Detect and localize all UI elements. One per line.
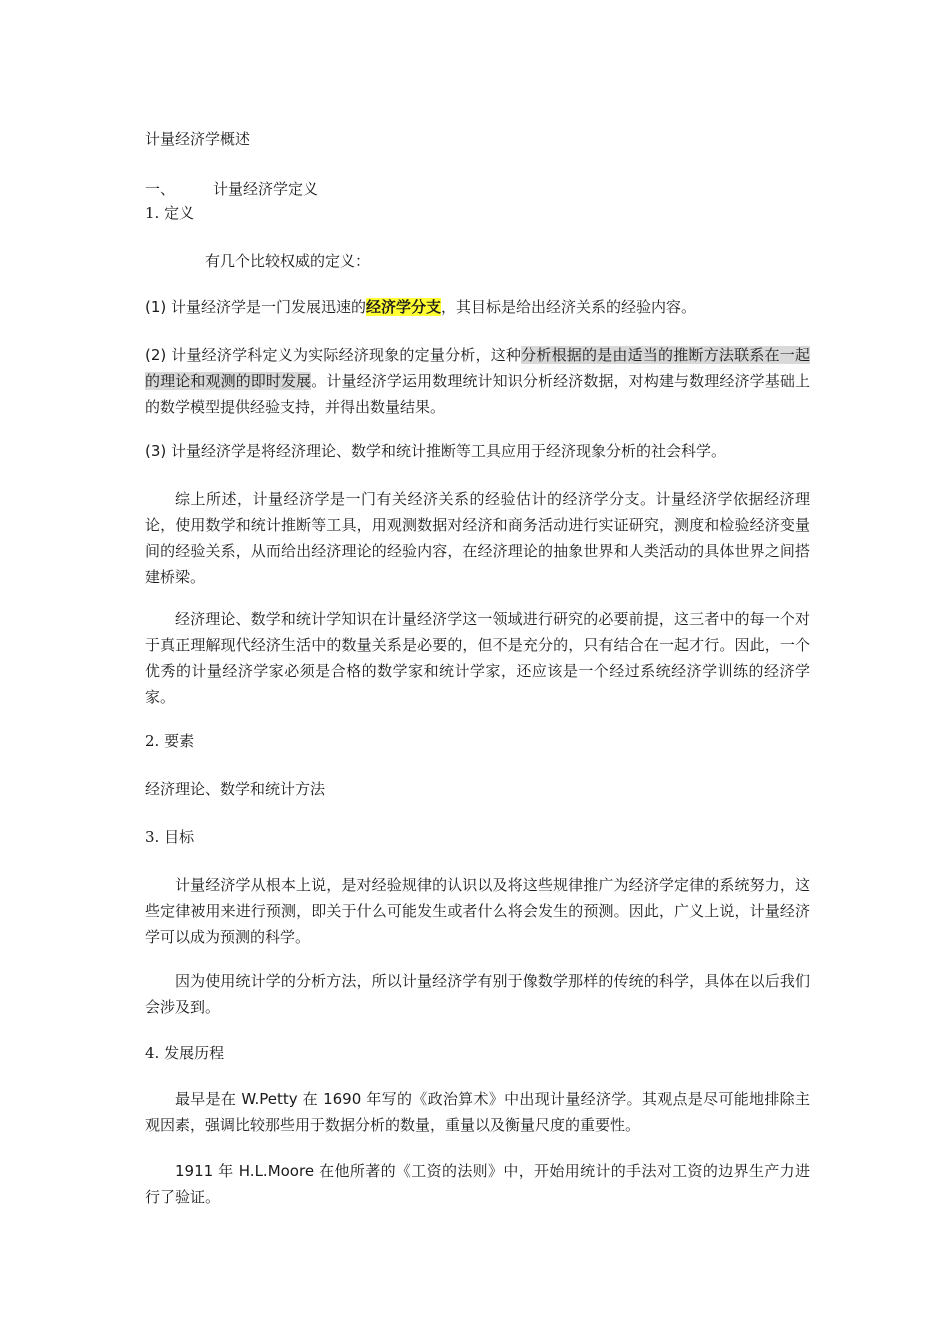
section-1-heading xyxy=(145,176,318,202)
section-1-title: 计量经济学定义 xyxy=(213,180,319,198)
history-2-year: 1911 xyxy=(175,1162,214,1180)
summary-paragraph: 综上所述，计量经济学是一门有关经济关系的经验估计的经济学分支。计量经济学依据经济理论，使用数学和统计推断等工具，用观测数据对经济和商务活动进行实证研究，测度和检验经济变量间的经验关系，从而给出经济理论的经验内容，在经济理论的抽象世界和人类活动的具体世界之间搭建桥梁。 xyxy=(145,490,810,586)
definition-3 xyxy=(145,438,810,464)
history-2-text-b: 年 xyxy=(213,1162,239,1180)
knowledge-paragraph: 经济理论、数学和统计学知识在计量经济学这一领域进行研究的必要前提，这三者中的每一个对于真正理解现代经济生活中的数量关系是必要的，但不是充分的，只有结合在一起才行。因此，一个优秀的计量经济学家必须是合格的数学家和统计学家，还应该是一个经过系统经济学训练的经济学家。 xyxy=(145,610,810,706)
definition-3-text: 计量经济学是将经济理论、数学和统计推断等工具应用于经济现象分析的社会科学。 xyxy=(171,442,727,460)
subsection-3-heading: 3. 目标 xyxy=(145,828,195,846)
definition-1 xyxy=(145,294,810,320)
history-2-text-d: 在他所著的《工资的法则》中，开始用统计的手法对工资的边界生产力进行了验证。 xyxy=(145,1162,810,1206)
history-paragraph-2 xyxy=(145,1158,810,1210)
definition-3-number: (3) xyxy=(145,442,172,460)
history-paragraph-1 xyxy=(145,1086,810,1138)
definition-1-text: 计量经济学是一门发展迅速的 xyxy=(171,298,367,316)
section-1-number: 一、 xyxy=(145,180,176,198)
subsection-2-heading: 2. 要素 xyxy=(145,732,195,750)
definition-1-text-end: ，其目标是给出经济关系的经验内容。 xyxy=(441,298,697,316)
highlight-economics-branch: 经济学分支 xyxy=(366,298,442,316)
definition-2-number: (2) xyxy=(145,346,172,364)
history-1-text-a: 最早是在 xyxy=(175,1090,242,1108)
history-2-name: H.L.Moore xyxy=(238,1162,315,1180)
definition-1-number: (1) xyxy=(145,298,172,316)
history-1-text-e: 年写的《政治算术》中出现计量经济学。其观点是尽可能地排除主观因素，强调比较那些用于数据分析的数量，重量以及衡量尺度的重要性。 xyxy=(145,1090,810,1134)
definition-2-text: 计量经济学科定义为实际经济现象的定量分析，这种 xyxy=(171,346,522,364)
goal-paragraph-2: 因为使用统计学的分析方法，所以计量经济学有别于像数学那样的传统的科学，具体在以后我们会涉及到。 xyxy=(145,972,810,1016)
history-1-text-c: 在 xyxy=(297,1090,324,1108)
subsection-1-heading: 1. 定义 xyxy=(145,204,195,222)
subsection-4-heading: 4. 发展历程 xyxy=(145,1044,225,1062)
definitions-intro: 有几个比较权威的定义： xyxy=(205,252,371,270)
goal-paragraph-1: 计量经济学从根本上说，是对经验规律的认识以及将这些规律推广为经济学定律的系统努力，这些定律被用来进行预测，即关于什么可能发生或者什么将会发生的预测。因此，广义上说，计量经济学可以成为预测的科学。 xyxy=(145,876,810,946)
definition-2-text-end: 。计量经济学运用数理统计知识分析经济数据，对构建与数理经济学基础上的数学模型提供经验支持，并得出数量结果。 xyxy=(145,372,810,416)
history-1-year: 1690 xyxy=(323,1090,362,1108)
history-1-name: W.Petty xyxy=(241,1090,298,1108)
definition-2 xyxy=(145,342,810,420)
elements-text: 经济理论、数学和统计方法 xyxy=(145,780,326,798)
document-title: 计量经济学概述 xyxy=(145,130,251,148)
highlight-analysis-basis: 分析根据的是由适当的推断方法联系在一起的理论和观测的即时发展 xyxy=(145,346,810,390)
